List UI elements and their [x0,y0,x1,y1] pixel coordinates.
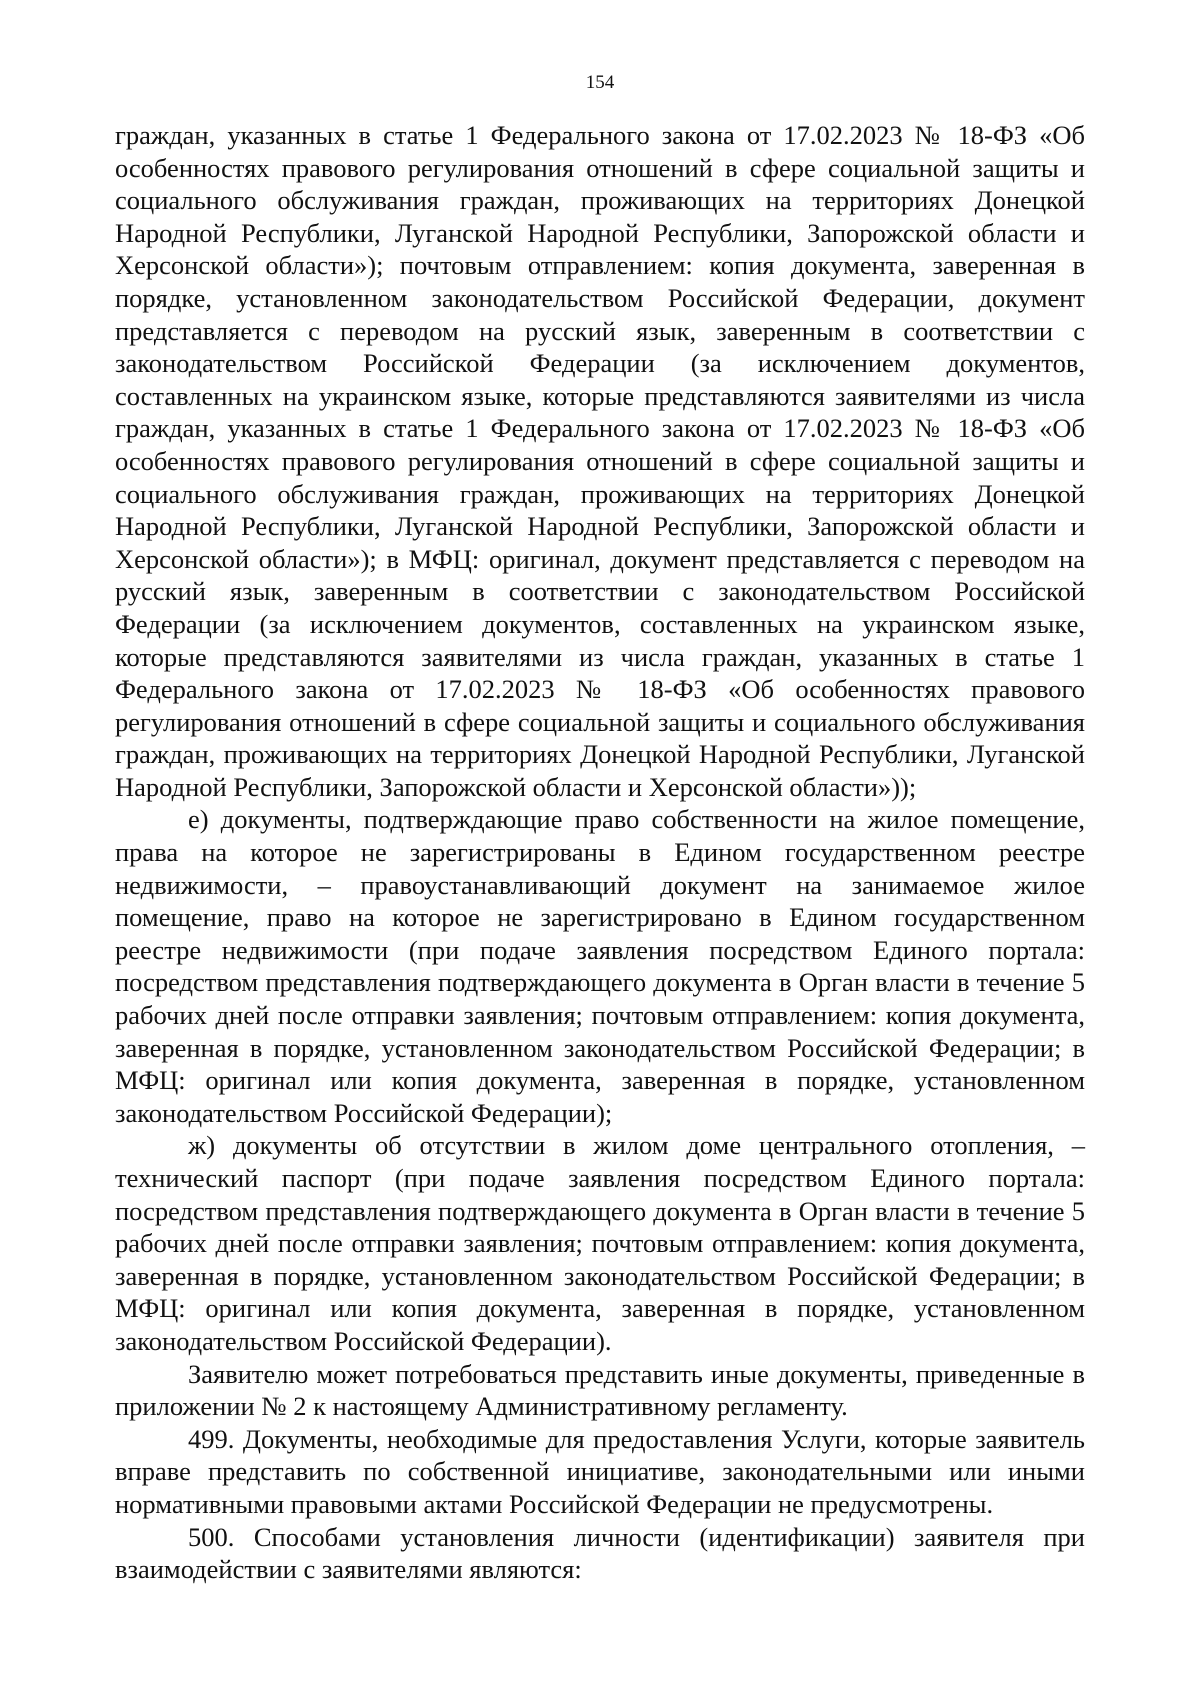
paragraph-continuation: граждан, указанных в статье 1 Федерального закона от 17.02.2023 № 18-ФЗ «Об особенностях правового регулирования отношений в сфере социальной защиты и социального обслуживания граждан, проживающих на территориях Донецкой Народной Республики, Луганской Народной Республики, Запорожской области и Херсонской области»); почтовым отправлением: копия документа, заверенная в порядке, установленном законодательством Российской Федерации, документ представляется с переводом на русский язык, заверенным в соответствии с законодательством Российской Федерации (за исключением документов, составленных на украинском языке, которые представляются заявителями из числа граждан, указанных в статье 1 Федерального закона от 17.02.2023 № 18-ФЗ «Об особенностях правового регулирования отношений в сфере социальной защиты и социального обслуживания граждан, проживающих на территориях Донецкой Народной Республики, Луганской Народной Республики, Запорожской области и Херсонской области»); в МФЦ: оригинал, документ представляется с переводом на русский язык, заверенным в соответствии с законодательством Российской Федерации (за исключением документов, составленных на украинском языке, которые представляются заявителями из числа граждан, указанных в статье 1 Федерального закона от 17.02.2023 № 18-ФЗ «Об особенностях правового регулирования отношений в сфере социальной защиты и социального обслуживания граждан, проживающих на территориях Донецкой Народной Республики, Луганской Народной Республики, Запорожской области и Херсонской области»)); [115,120,1085,802]
paragraph-item-zh: ж) документы об отсутствии в жилом доме центрального отопления, – технический паспорт (при подаче заявления посредством Единого портала: посредством представления подтверждающего документа в Орган власти в течение 5 рабочих дней после отправки заявления; почтовым отправлением: копия документа, заверенная в порядке, установленном законодательством Российской Федерации; в МФЦ: оригинал или копия документа, заверенная в порядке, установленном законодательством Российской Федерации). [115,1130,1085,1356]
paragraph-500: 500. Способами установления личности (идентификации) заявителя при взаимодействии с заявителями являются: [115,1521,1085,1585]
document-body [115,119,1085,1586]
paragraph-item-e: е) документы, подтверждающие право собственности на жилое помещение, права на которое не зарегистрированы в Едином государственном реестре недвижимости, – правоустанавливающий документ на занимаемое жилое помещение, право на которое не зарегистрировано в Едином государственном реестре недвижимости (при подаче заявления посредством Единого портала: посредством представления подтверждающего документа в Орган власти в течение 5 рабочих дней после отправки заявления; почтовым отправлением: копия документа, заверенная в порядке, установленном законодательством Российской Федерации; в МФЦ: оригинал или копия документа, заверенная в порядке, установленном законодательством Российской Федерации); [115,804,1085,1128]
paragraph-499: 499. Документы, необходимые для предоставления Услуги, которые заявитель вправе представить по собственной инициативе, законодательными или иными нормативными правовыми актами Российской Федерации не предусмотрены. [115,1423,1085,1519]
page-number: 154 [585,72,615,93]
paragraph-other-documents: Заявителю может потребоваться представить иные документы, приведенные в приложении № 2 к настоящему Административному регламенту. [115,1358,1085,1422]
